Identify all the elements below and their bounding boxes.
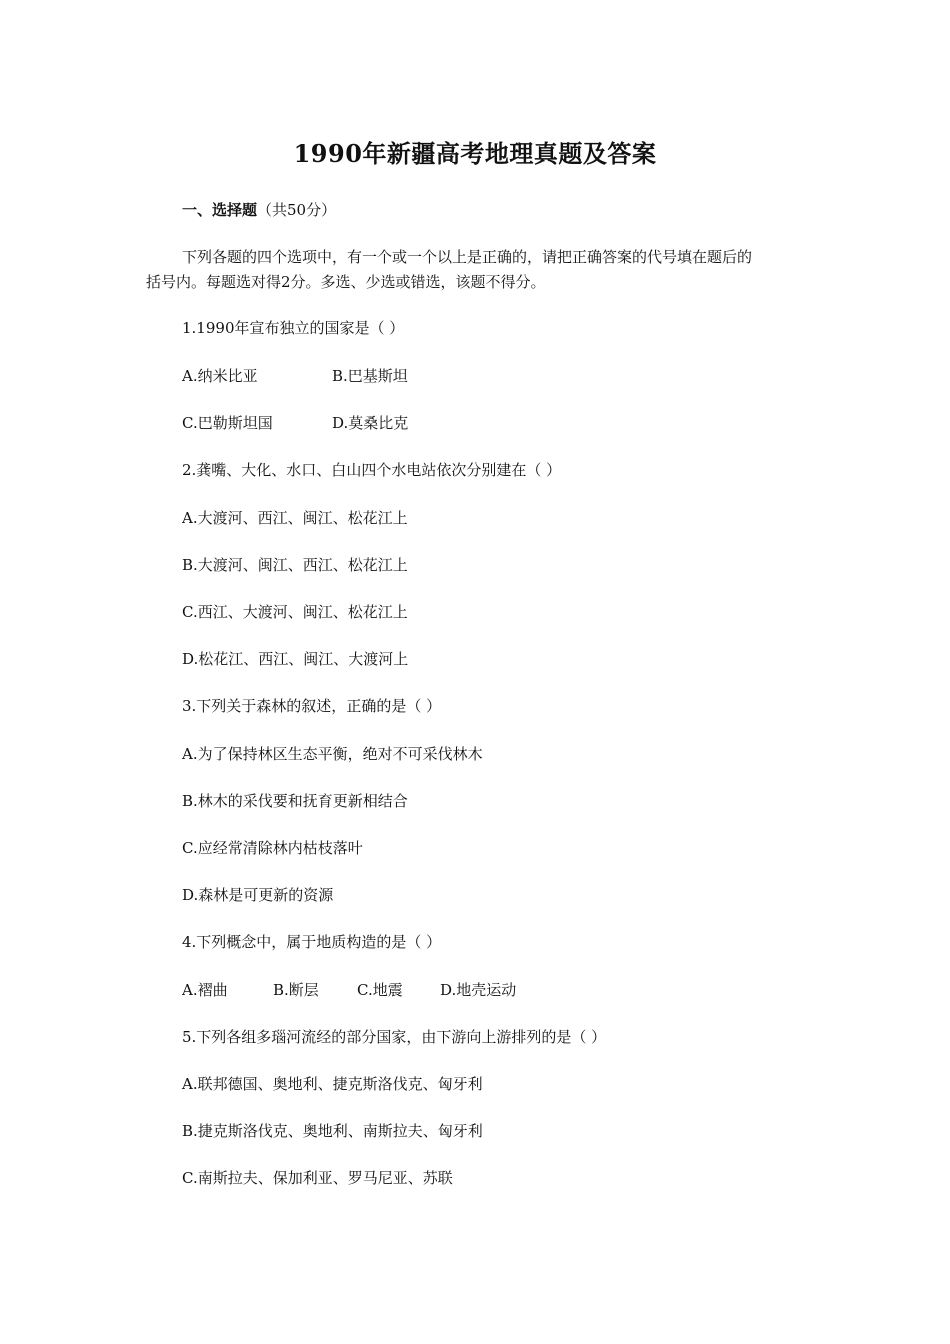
question-3-option-b: B.林木的采伐要和抚育更新相结合 (182, 792, 408, 810)
question-4-option-c: C.地震 (357, 981, 403, 999)
section-heading (182, 200, 336, 220)
question-5-option-c: C.南斯拉夫、保加利亚、罗马尼亚、苏联 (182, 1169, 453, 1187)
instructions-line-2: 括号内。每题选对得2分。多选、少选或错选，该题不得分。 (146, 273, 546, 291)
question-4-stem: 4.下列概念中，属于地质构造的是（ ） (182, 933, 442, 951)
question-5-option-b: B.捷克斯洛伐克、奥地利、南斯拉夫、匈牙利 (182, 1122, 483, 1140)
question-1-options-row-2 (182, 413, 408, 433)
question-4-option-a: A.褶曲 (182, 981, 228, 999)
page-title: 1990年新疆高考地理真题及答案 (293, 139, 657, 168)
instructions-line-1: 下列各题的四个选项中，有一个或一个以上是正确的，请把正确答案的代号填在题后的 (182, 248, 753, 266)
question-2-option-c: C.西江、大渡河、闽江、松花江上 (182, 603, 408, 621)
question-2-stem: 2.龚嘴、大化、水口、白山四个水电站依次分别建在（ ） (182, 461, 562, 479)
question-3-option-a: A.为了保持林区生态平衡，绝对不可采伐林木 (182, 745, 483, 763)
question-1-option-c: C.巴勒斯坦国 (182, 414, 273, 432)
question-1-option-a: A.纳米比亚 (182, 367, 258, 385)
question-5-stem: 5.下列各组多瑙河流经的部分国家，由下游向上游排列的是（ ） (182, 1028, 607, 1046)
question-2-option-a: A.大渡河、西江、闽江、松花江上 (182, 509, 408, 527)
question-3-option-c: C.应经常清除林内枯枝落叶 (182, 839, 363, 857)
question-5-option-a: A.联邦德国、奥地利、捷克斯洛伐克、匈牙利 (182, 1075, 483, 1093)
question-2-option-d: D.松花江、西江、闽江、大渡河上 (182, 650, 409, 668)
section-heading-text: 一、选择题 (182, 201, 258, 219)
question-2-option-b: B.大渡河、闽江、西江、松花江上 (182, 556, 408, 574)
question-4-options-row (182, 980, 516, 1000)
question-1-option-b: B.巴基斯坦 (332, 367, 408, 385)
question-1-options-row-1 (182, 366, 408, 386)
question-3-stem: 3.下列关于森林的叙述，正确的是（ ） (182, 697, 442, 715)
question-1-stem: 1.1990年宣布独立的国家是（ ） (182, 319, 405, 337)
question-3-option-d: D.森林是可更新的资源 (182, 886, 334, 904)
question-4-option-d: D.地壳运动 (440, 981, 517, 999)
question-4-option-b: B.断层 (273, 981, 319, 999)
section-score: （共50分） (257, 201, 337, 219)
question-1-option-d: D.莫桑比克 (332, 414, 409, 432)
